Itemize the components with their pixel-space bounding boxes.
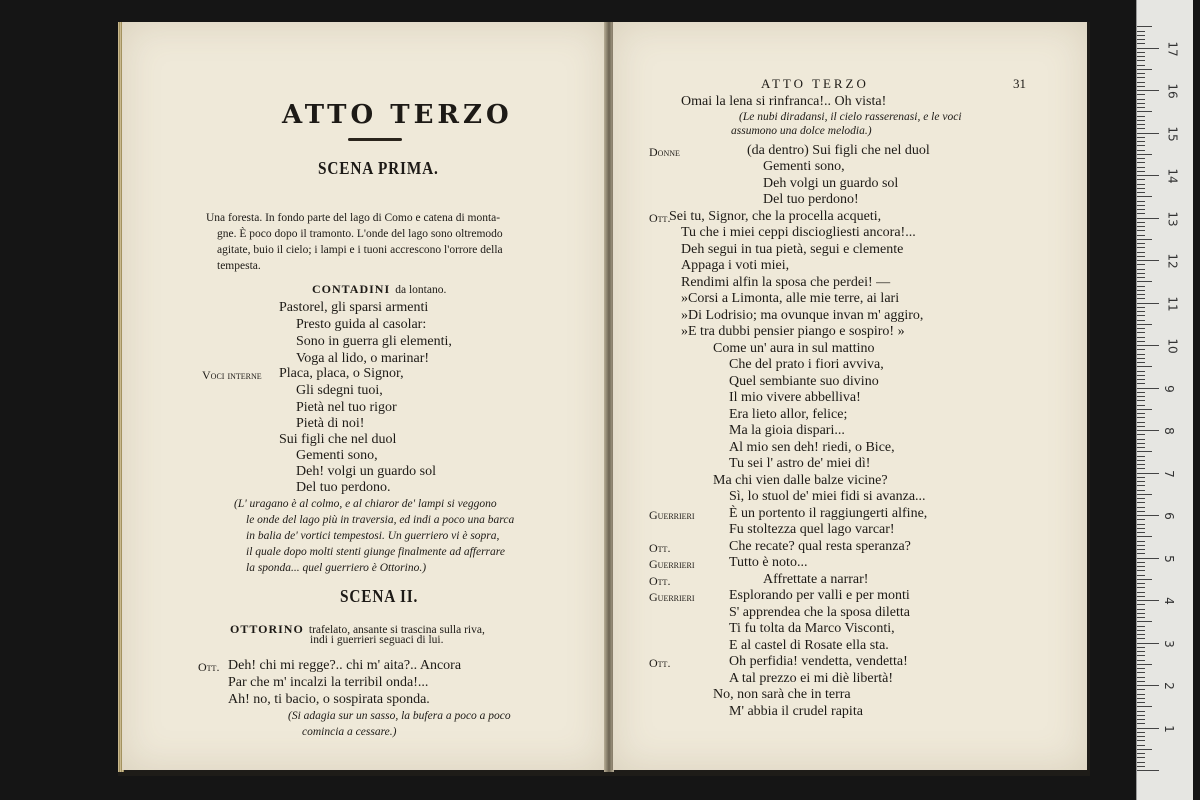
ruler-tick [1137,171,1145,172]
ruler-tick [1137,477,1145,478]
verse-line: Tu che i miei ceppi disciogliesti ancora!... [681,225,916,240]
verse-line: Ti fu tolta da Marco Visconti, [729,621,895,636]
ruler-tick [1137,205,1145,206]
ruler-tick [1137,515,1159,516]
verse-line: Affrettate a narrar! [763,571,869,587]
speaker-name: Guerrieri [649,557,695,571]
verse-line: Deh! chi mi regge?.. chi m' aita?.. Ancora [228,658,462,673]
ruler-tick [1137,315,1145,316]
verse-line: Appaga i voti miei, [681,258,790,273]
ruler-tick [1137,218,1159,219]
ruler-tick [1137,396,1145,397]
ruler-number: 9 [1161,384,1176,393]
verse-line: Sui figli che nel duol [279,432,397,447]
ruler-tick [1137,664,1152,665]
title-rule [348,138,402,141]
ruler-tick [1137,604,1145,605]
ruler-tick [1137,43,1145,44]
verse-line: Deh segui in tua pietà, segui e clemente [681,241,904,257]
act-title: ATTO TERZO [282,100,513,130]
ruler-tick [1137,286,1145,287]
ruler-tick [1137,120,1145,121]
verse-line: Esplorando per valli e per monti [729,588,910,603]
description-line: tempesta. [217,260,261,272]
ruler-tick [1137,447,1145,448]
open-book [118,22,1090,776]
ruler-tick [1137,456,1145,457]
stage-direction: (L' uragano è al colmo, e al chiaror de' lampi si veggono [234,498,497,510]
stage-direction: il quale dopo molti stenti giunge finalmente ad afferrare [246,546,505,558]
ruler-tick [1137,426,1145,427]
ruler-tick [1137,137,1145,138]
ruler-tick [1137,541,1145,542]
ruler-tick [1137,549,1145,550]
ruler-tick [1137,345,1159,346]
verse-line: M' abbia il crudel rapita [729,703,863,719]
ruler-tick [1137,99,1145,100]
ruler-tick [1137,596,1145,597]
verse-line: Pietà nel tuo rigor [296,400,397,415]
ruler-tick [1137,689,1145,690]
ruler-tick [1137,260,1159,261]
verse-line: Gli sdegni tuoi, [296,383,383,398]
verse-line: No, non sarà che in terra [713,687,851,702]
ruler-tick [1137,583,1145,584]
verse-line: Par che m' incalzi la terribil onda!... [228,675,429,690]
ruler-tick [1137,464,1145,465]
description-line: Una foresta. In fondo parte del lago di Como e catena di monta- [206,212,501,224]
ruler-tick [1137,375,1145,376]
direction-text: trafelato, ansante si trascina sulla riva, [308,624,485,636]
direction-text: indi i guerrieri seguaci di lui. [310,634,444,646]
ruler-tick [1137,770,1159,771]
ruler-tick [1137,230,1145,231]
measuring-ruler [1136,0,1193,800]
ruler-tick [1137,405,1145,406]
ruler-tick [1137,536,1152,537]
verse-line: Ah! no, ti bacio, o sospirata sponda. [228,692,430,707]
verse-line: Tu sei l' astro de' miei dì! [729,456,871,471]
ruler-tick [1137,626,1145,627]
ruler-tick [1137,439,1145,440]
ruler-tick [1137,328,1145,329]
ruler-tick [1137,753,1145,754]
ruler-tick [1137,668,1145,669]
ruler-tick [1137,337,1145,338]
ruler-number: 5 [1161,554,1176,563]
ruler-tick [1137,247,1145,248]
speaker-ott: Ott. [198,660,220,674]
speaker-name: Guerrieri [649,507,695,522]
ruler-number: 11 [1165,295,1180,312]
ruler-tick [1137,660,1145,661]
ruler-tick [1137,65,1145,66]
ruler-tick [1137,400,1145,401]
ruler-number: 13 [1165,210,1180,227]
verse-line: »Di Lodrisio; ma ovunque invan m' aggiro, [681,307,924,323]
verse-line: Rendimi alfin la sposa che perdei! — [681,274,891,290]
ruler-tick [1137,264,1145,265]
ruler-tick [1137,740,1145,741]
ruler-tick [1137,243,1145,244]
ruler-tick [1137,647,1145,648]
ruler-tick [1137,413,1145,414]
verse-line: Come un' aura in sul mattino [713,340,875,356]
ruler-tick [1137,723,1145,724]
ruler-tick [1137,94,1145,95]
ruler-tick [1137,162,1145,163]
scene-two-heading: SCENA II. [340,586,419,606]
verse-line: Deh! volgi un guardo sol [296,464,436,479]
description-line: agitate, buio il cielo; i lampi e i tuoni accrescono l'orrore della [217,244,503,256]
ruler-tick [1137,362,1145,363]
ruler-tick [1137,354,1145,355]
ruler-tick [1137,719,1145,720]
verse-line: Quel sembiante suo divino [729,373,879,389]
ruler-tick [1137,766,1145,767]
verse-line: Ma la gioia dispari... [729,423,845,438]
ruler-tick [1137,736,1145,737]
ruler-tick [1137,711,1145,712]
ruler-number: 6 [1161,512,1176,520]
ruler-tick [1137,124,1145,125]
ruler-tick [1137,451,1152,452]
ruler-tick [1137,167,1145,168]
ruler-tick [1137,498,1145,499]
ruler-tick [1137,600,1159,601]
ruler-tick [1137,349,1145,350]
ruler-tick [1137,468,1145,469]
ruler-tick [1137,341,1145,342]
ruler-tick [1137,252,1145,253]
speaker-name: Ott. [649,573,671,588]
ruler-tick [1137,128,1145,129]
ruler-tick [1137,672,1145,673]
speaker-name: Ott. [649,210,671,225]
speaker-voci-interne: Voci interne [202,368,262,382]
verse-line: E al castel di Rosate ella sta. [729,637,889,653]
ruler-tick [1137,532,1145,533]
page-number: 31 [1013,76,1026,91]
verse-line: Gementi sono, [763,159,845,174]
ruler-tick [1137,621,1152,622]
ruler-number: 10 [1165,338,1180,354]
ruler-number: 15 [1165,125,1180,142]
ruler-tick [1137,150,1145,151]
ruler-tick [1137,111,1152,112]
verse-line: Sei tu, Signor, che la procella acqueti, [669,208,882,224]
ruler-tick [1137,82,1145,83]
ruler-tick [1137,175,1159,176]
ruler-tick [1137,507,1145,508]
stage-direction: comincia a cessare.) [302,726,397,738]
ruler-tick [1137,553,1145,554]
speaker-contadini: CONTADINI [312,282,391,296]
ruler-tick [1137,107,1145,108]
description-line: gne. È poco dopo il tramonto. L'onde del lago sono oltremodo [217,228,503,240]
ruler-tick [1137,409,1152,410]
stage-direction: la sponda... quel guerriero è Ottorino.) [246,562,427,574]
ruler-tick [1137,145,1145,146]
ruler-tick [1137,681,1145,682]
ruler-tick [1137,116,1145,117]
ruler-tick [1137,677,1145,678]
verse-line: »Corsi a Limonta, alle mie terre, ai lari [681,291,900,306]
ruler-tick [1137,188,1145,189]
ruler-tick [1137,417,1145,418]
verse-line: Del tuo perdono! [763,192,859,207]
ruler-tick [1137,388,1159,389]
ruler-tick [1137,196,1152,197]
verse-line: Che del prato i fiori avviva, [729,357,884,372]
stage-direction: le onde del lago più in traversia, ed indi a poco una barca [246,514,515,526]
verse-line: Sono in guerra gli elementi, [296,334,452,349]
ruler-tick [1137,566,1145,567]
verse-line: Pastorel, gli sparsi armenti [279,300,429,315]
ruler-tick [1137,460,1145,461]
ruler-tick [1137,545,1145,546]
left-page [122,22,607,770]
ruler-tick [1137,332,1145,333]
ruler-tick [1137,392,1145,393]
ruler-tick [1137,269,1145,270]
contadini-direction [312,278,446,297]
ruler-tick [1137,158,1145,159]
speaker-name: Ott. [649,656,671,670]
ruler-tick [1137,103,1145,104]
verse-line: Tutto è noto... [729,555,808,570]
ruler-tick [1137,379,1145,380]
speaker-name: Ott. [649,540,671,555]
ruler-number: 16 [1165,83,1180,99]
ruler-tick [1137,201,1145,202]
ruler-tick [1137,749,1152,750]
ruler-tick [1137,485,1145,486]
ruler-tick [1137,609,1145,610]
ruler-tick [1137,366,1152,367]
ruler-tick [1137,702,1145,703]
ruler-tick [1137,494,1152,495]
verse-line: Sì, lo stuol de' miei fidi si avanza... [729,489,926,504]
ruler-tick [1137,311,1145,312]
ruler-tick [1137,281,1152,282]
ruler-tick [1137,694,1145,695]
ruler-tick [1137,69,1152,70]
ruler-tick [1137,179,1145,180]
ruler-tick [1137,303,1159,304]
ruler-tick [1137,277,1145,278]
ruler-tick [1137,443,1145,444]
verse-line: A tal prezzo ei mi diè libertà! [729,670,894,686]
ruler-tick [1137,52,1145,53]
stage-direction: (Le nubi diradansi, il cielo rasserenasi, e le voci [739,110,962,123]
verse-line: S' apprendea che la sposa diletta [729,604,910,620]
verse-line: »E tra dubbi pensier piango e sospiro! » [681,324,905,339]
ruler-tick [1137,638,1145,639]
ruler-tick [1137,184,1145,185]
ruler-tick [1137,90,1159,91]
ruler-tick [1137,728,1159,729]
direction-text: da lontano. [395,284,447,296]
ruler-tick [1137,587,1145,588]
verse-line: Gementi sono, [296,448,378,463]
ruler-tick [1137,685,1159,686]
ruler-tick [1137,35,1145,36]
ruler-tick [1137,706,1152,707]
ruler-tick [1137,511,1145,512]
ruler-tick [1137,715,1145,716]
verse-line: Era lieto allor, felice; [729,406,848,422]
ruler-tick [1137,31,1145,32]
verse-line: Presto guida al casolar: [296,317,427,332]
ruler-tick [1137,133,1159,134]
ruler-number: 12 [1165,253,1180,269]
ruler-tick [1137,48,1159,49]
ruler-tick [1137,307,1145,308]
verse-line: È un portento il raggiungerti alfine, [729,505,928,521]
ruler-tick [1137,762,1145,763]
ruler-tick [1137,757,1145,758]
ruler-tick [1137,698,1145,699]
ruler-tick [1137,562,1145,563]
ruler-tick [1137,239,1152,240]
ruler-tick [1137,226,1145,227]
ruler-tick [1137,222,1145,223]
ruler-tick [1137,56,1145,57]
ruler-tick [1137,39,1145,40]
ruler-tick [1137,290,1145,291]
ruler-tick [1137,73,1145,74]
verse-line: Pietà di noi! [296,416,365,431]
verse-line: Il mio vivere abbelliva! [729,390,861,405]
ruler-tick [1137,77,1145,78]
ruler-number: 8 [1161,427,1176,435]
scene-one-heading: SCENA PRIMA. [318,158,439,178]
verse-line: Fu stoltezza quel lago varcar! [729,522,895,537]
verse-line: Omai la lena si rinfranca!.. Oh vista! [681,94,887,109]
ruler-tick [1137,209,1145,210]
ruler-number: 1 [1161,724,1176,733]
verse-line: Del tuo perdono. [296,480,391,495]
ruler-tick [1137,141,1145,142]
ruler-tick [1137,528,1145,529]
verse-line: Deh volgi un guardo sol [763,175,899,191]
ruler-tick [1137,490,1145,491]
ruler-tick [1137,519,1145,520]
verse-line: Al mio sen deh! riedi, o Bice, [729,439,895,455]
ruler-tick [1137,592,1145,593]
right-page [612,22,1087,770]
ruler-tick [1137,643,1159,644]
verse-line: Voga al lido, o marinar! [296,351,430,366]
verse-line: Che recate? qual resta speranza? [729,538,911,554]
ruler-number: 17 [1165,40,1180,57]
ruler-tick [1137,570,1145,571]
ruler-tick [1137,383,1145,384]
ruler-tick [1137,358,1145,359]
ruler-number: 2 [1161,682,1176,690]
ruler-tick [1137,524,1145,525]
ruler-tick [1137,273,1145,274]
ruler-tick [1137,235,1145,236]
ruler-tick [1137,298,1145,299]
verse-line: Ma chi vien dalle balze vicine? [713,472,888,488]
ruler-tick [1137,320,1145,321]
running-header: ATTO TERZO [761,76,869,91]
ruler-tick [1137,473,1159,474]
speaker-ottorino: OTTORINO [230,622,304,636]
ruler-tick [1137,617,1145,618]
ruler-tick [1137,434,1145,435]
ruler-tick [1137,192,1145,193]
ruler-tick [1137,371,1145,372]
ruler-tick [1137,502,1145,503]
ruler-tick [1137,324,1152,325]
ruler-tick [1137,575,1145,576]
ruler-tick [1137,613,1145,614]
verse-line: Placa, placa, o Signor, [279,366,404,381]
ruler-tick [1137,481,1145,482]
ruler-number: 4 [1161,597,1176,605]
ruler-tick [1137,294,1145,295]
ruler-tick [1137,732,1145,733]
verse-line: Oh perfidia! vendetta, vendetta! [729,654,908,669]
verse-line: (da dentro) Sui figli che nel duol [747,142,930,158]
ruler-tick [1137,60,1145,61]
ruler-tick [1137,579,1152,580]
ruler-tick [1137,154,1152,155]
ruler-tick [1137,630,1145,631]
ruler-tick [1137,256,1145,257]
ruler-tick [1137,745,1145,746]
ruler-tick [1137,213,1145,214]
stage-direction: assumono una dolce melodia.) [731,124,872,137]
ruler-tick [1137,655,1145,656]
speaker-name: Donne [649,144,680,159]
ruler-tick [1137,26,1152,27]
stage-direction: in balia de' vortici tempestosi. Un guerriero vi è sopra, [246,530,500,542]
ruler-number: 3 [1161,639,1176,648]
ruler-tick [1137,634,1145,635]
ruler-tick [1137,86,1145,87]
ruler-number: 7 [1161,469,1176,478]
ruler-tick [1137,651,1145,652]
ruler-tick [1137,558,1159,559]
ruler-tick [1137,430,1159,431]
stage-direction: (Si adagia sur un sasso, la bufera a poco a poco [288,710,511,722]
ruler-tick [1137,422,1145,423]
ruler-number: 14 [1165,168,1180,184]
speaker-name: Guerrieri [649,590,695,604]
